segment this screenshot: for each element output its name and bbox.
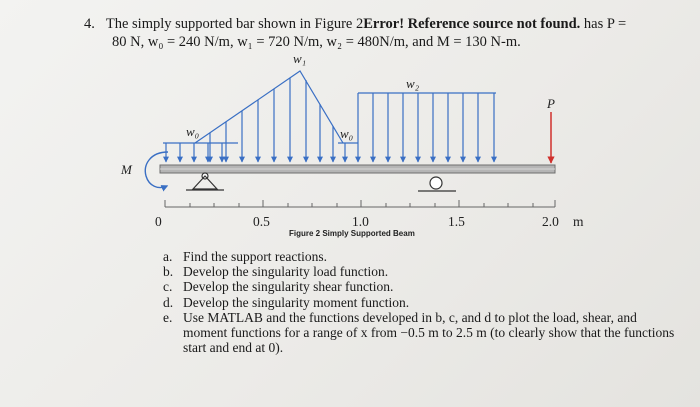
task-text: Develop the singularity load function. [183, 264, 389, 280]
figure-caption: Figure 2 Simply Supported Beam [289, 229, 415, 238]
task-letter: d. [163, 294, 174, 310]
roller-support [418, 177, 456, 191]
task-item-d [163, 295, 683, 310]
task-list [163, 249, 683, 355]
triangular-load-w1 [195, 71, 343, 162]
w0-mid-label: w₀ [340, 126, 354, 141]
tick-label-0: 0 [155, 214, 162, 229]
task-item-e [163, 310, 683, 356]
axis-unit: m [573, 214, 584, 229]
task-letter: b. [163, 264, 174, 280]
w0-left-label: w₀ [186, 124, 200, 139]
pin-support [186, 173, 224, 190]
given-values: 80 N, w₀ = 240 N/m, w₁ = 720 N/m, w₂ = 480N/m, and M = 130 N-m. [112, 34, 521, 50]
task-letter: e. [163, 309, 173, 325]
problem-line1-tail: has P = [580, 16, 627, 32]
task-item-c [163, 279, 683, 294]
task-text: Develop the singularity moment function. [183, 294, 410, 310]
w1-label: w₁ [293, 51, 307, 66]
task-item-b [163, 264, 683, 279]
w0-uniform-load-left [163, 143, 238, 162]
tick-label-1.5: 1.5 [448, 214, 465, 229]
task-text: Use MATLAB and the functions developed in b, c, and d to plot the load, shear, and moment functions for a range of x from −0.5 m to 2.5 m (to clearly show that the functions start and end at 0). [183, 309, 675, 356]
reference-error-text: Error! Reference source not found. [363, 16, 581, 32]
tick-label-1.0: 1.0 [352, 214, 369, 229]
task-text: Develop the singularity shear function. [183, 279, 394, 295]
P-label: P [547, 96, 555, 111]
w2-uniform-load [358, 93, 496, 162]
problem-intro: The simply supported bar shown in Figure 2 [105, 16, 364, 32]
task-item-a [163, 249, 683, 264]
task-letter: a. [163, 249, 173, 264]
tick-label-2.0: 2.0 [542, 214, 559, 229]
w2-label: w₂ [406, 76, 420, 91]
task-text: Find the support reactions. [183, 249, 327, 264]
tick-label-0.5: 0.5 [253, 214, 270, 229]
M-label: M [121, 162, 132, 177]
position-axis [165, 200, 555, 207]
task-letter: c. [163, 279, 173, 295]
w0-uniform-load-middle [338, 143, 358, 162]
problem-number: 4. [84, 16, 95, 32]
